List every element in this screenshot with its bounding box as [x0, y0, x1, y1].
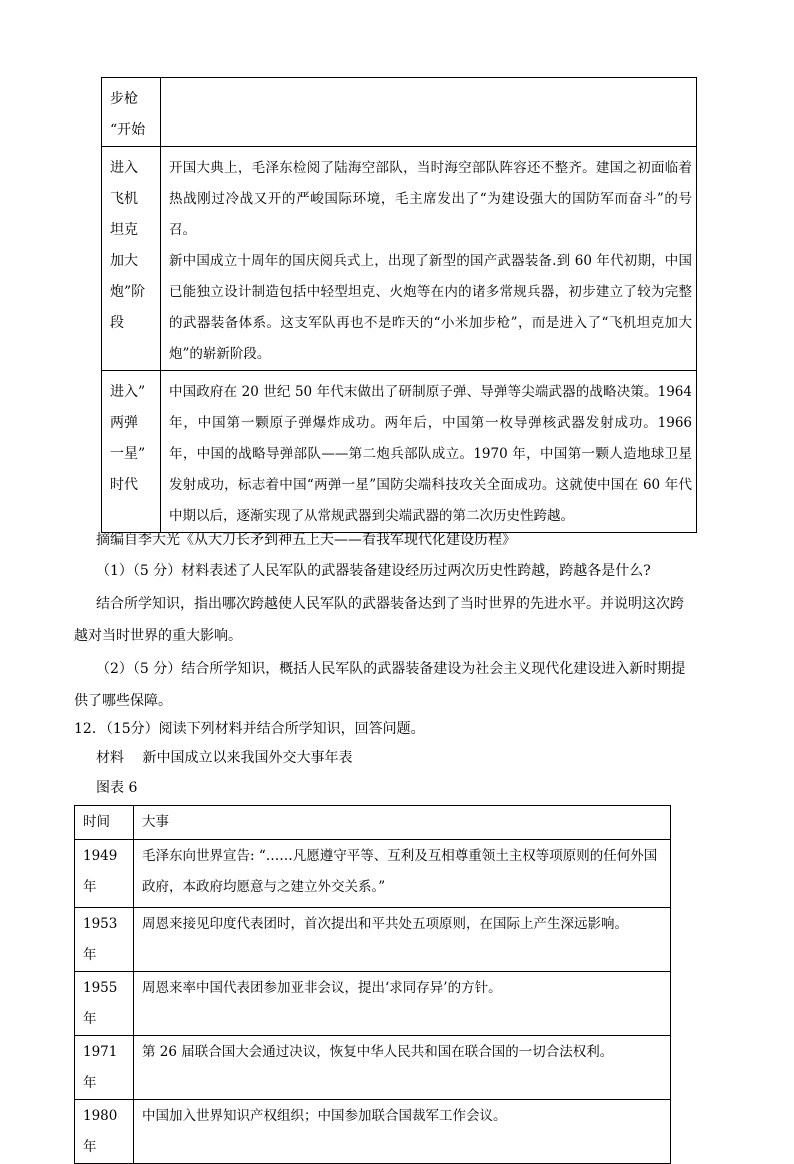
stage-label: 进入 飞机 坦克 加大 炮”阶 段 [110, 160, 146, 331]
stage-content-cell [161, 371, 697, 533]
stage-content-cell [161, 147, 697, 371]
year-cell: 1953 年 [75, 908, 134, 972]
event-cell: 中国加入世界知识产权组织；中国参加联合国裁军工作会议。 [134, 1100, 671, 1164]
year-cell: 1955 年 [75, 972, 134, 1036]
stage-label: 步枪 “开始 [110, 91, 146, 138]
stage-label: 进入” 两弹 一星” 时代 [110, 384, 146, 493]
stage-content-cell [161, 78, 697, 147]
figure-label: 图表 6 [96, 780, 138, 796]
stage-label-cell [102, 371, 161, 533]
stage-paragraph: 开国大典上，毛泽东检阅了陆海空部队，当时海空部队阵容还不整齐。建国之初面临着热战刚过冷战又开的严峻国际环境，毛主席发出了“为建设强大的国防军而奋斗”的号召。 [169, 160, 692, 238]
table-row [75, 1036, 671, 1100]
year-cell: 1949 年 [75, 840, 134, 908]
stage-label-cell [102, 78, 161, 147]
question-1-line: （1）（5 分）材料表述了人民军队的武器装备建设经历过两次历史性跨越，跨越各是什么? [96, 563, 651, 579]
event-cell: 毛泽东向世界宣告: “……凡愿遵守平等、互利及互相尊重领土主权等项原则的任何外国政府，本政府均愿意与之建立外交关系。” [134, 840, 671, 908]
table-row [102, 371, 697, 533]
header-time: 时间 [75, 806, 134, 840]
event-cell: 第 26 届联合国大会通过决议，恢复中华人民共和国在联合国的一切合法权利。 [134, 1036, 671, 1100]
question-12-heading: 12．（15分）阅读下列材料并结合所学知识，回答问题。 [74, 721, 425, 737]
diplomacy-events-table [74, 805, 671, 1164]
weapons-history-table [101, 77, 697, 533]
table-header-row [75, 806, 671, 840]
stage-paragraph: 中国政府在 20 世纪 50 年代末做出了研制原子弹、导弹等尖端武器的战略决策。1964 年，中国第一颗原子弹爆炸成功。两年后，中国第一枚导弹核武器发射成功。1966 年，中国的战略导弹部队——第二炮兵部队成立。1970 年，中国第一颗人造地球卫星发射成功，标志着中国“两弹一星”国防尖端科技攻关全面成功。这就使中国在 60 年代中期以后，逐渐实现了从常规武器到尖端武器的第二次历史性跨越。 [169, 384, 692, 524]
material-title: 材料 新中国成立以来我国外交大事年表 [96, 750, 353, 766]
question-1-line: 结合所学知识，指出哪次跨越使人民军队的武器装备达到了当时世界的先进水平。并说明这次跨 [96, 596, 684, 612]
stage-label-cell [102, 147, 161, 371]
table-row [75, 972, 671, 1036]
event-cell: 周恩来率中国代表团参加亚非会议，提出‘求同存异’的方针。 [134, 972, 671, 1036]
year-cell: 1971 年 [75, 1036, 134, 1100]
stage-paragraph: 新中国成立十周年的国庆阅兵式上，出现了新型的国产武器装备.到 60 年代初期，中国已能独立设计制造包括中轻型坦克、火炮等在内的诸多常规兵器，初步建立了较为完整的武器装备体系。这支军队再也不是昨天的“小米加步枪”，而是进入了“飞机坦克加大炮”的崭新阶段。 [169, 253, 692, 362]
table-row [102, 147, 697, 371]
question-1-line: 越对当时世界的重大影响。 [74, 628, 242, 644]
source-note: 摘编自李大光《从大刀长矛到神五上天——看我军现代化建设历程》 [96, 532, 516, 548]
table-row [75, 840, 671, 908]
event-cell: 周恩来接见印度代表团时，首次提出和平共处五项原则，在国际上产生深远影响。 [134, 908, 671, 972]
table-row [102, 78, 697, 147]
year-cell: 1980 年 [75, 1100, 134, 1164]
table-row [75, 908, 671, 972]
table-row [75, 1100, 671, 1164]
question-2-line: 供了哪些保障。 [74, 693, 172, 709]
header-event: 大事 [134, 806, 671, 840]
question-2-line: （2）（5 分）结合所学知识，概括人民军队的武器装备建设为社会主义现代化建设进入新时期提 [96, 661, 686, 677]
